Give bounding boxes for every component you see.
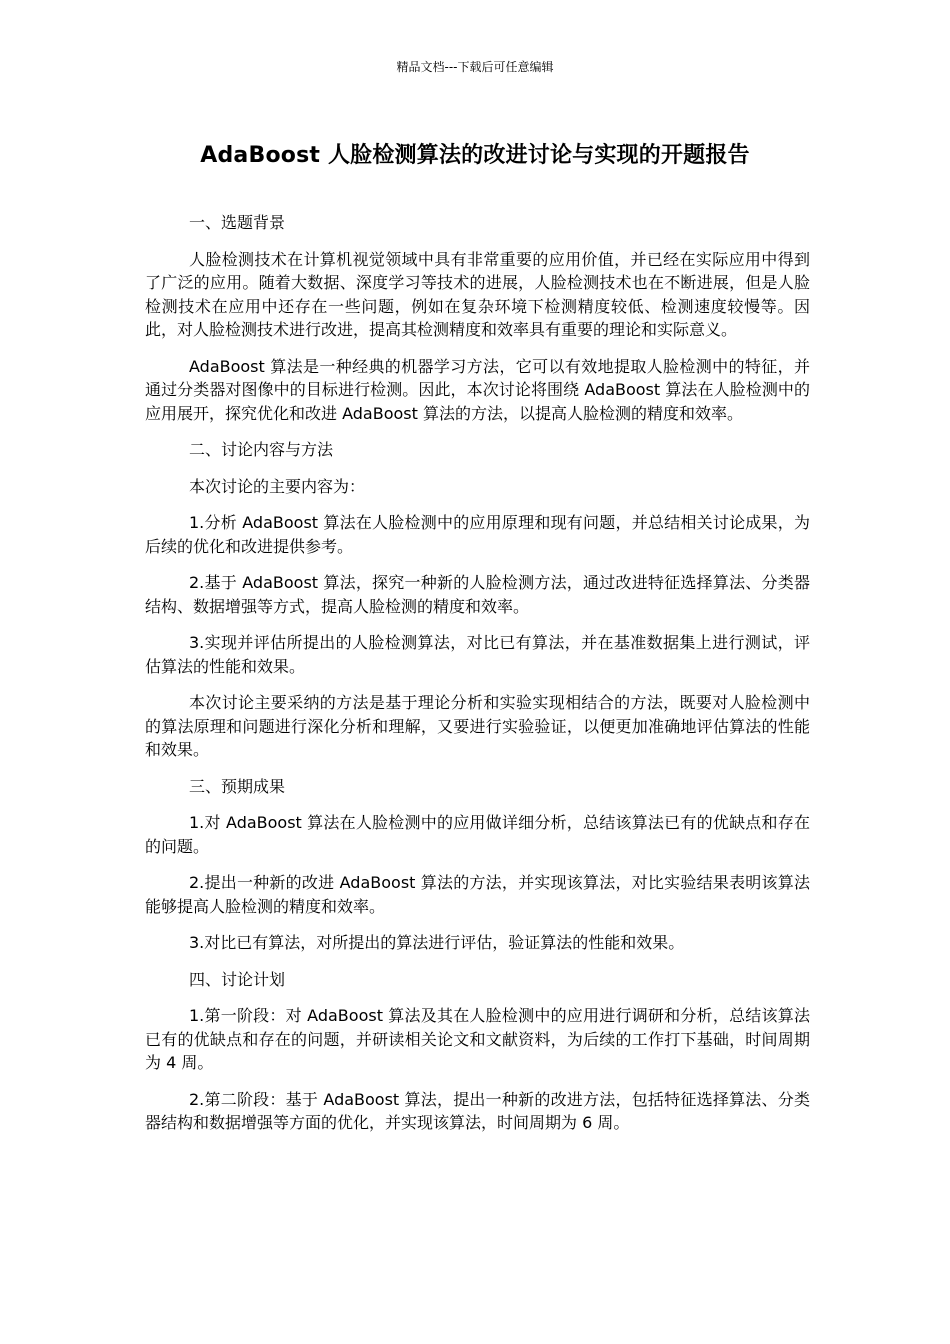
paragraph: 3.对比已有算法，对所提出的算法进行评估，验证算法的性能和效果。: [189, 933, 685, 952]
paragraph: 2.基于 AdaBoost 算法，探究一种新的人脸检测方法，通过改进特征选择算法、分类器结构、数据增强等方式，提高人脸检测的精度和效率。: [145, 573, 810, 616]
paragraph: 3.实现并评估所提出的人脸检测算法，对比已有算法，并在基准数据集上进行测试，评估算法的性能和效果。: [145, 633, 810, 676]
paragraph: 1.第一阶段：对 AdaBoost 算法及其在人脸检测中的应用进行调研和分析，总结该算法已有的优缺点和存在的问题，并研读相关论文和文献资料，为后续的工作打下基础，时间周期为 4 周。: [145, 1006, 810, 1072]
document-body: [145, 211, 810, 1148]
section-heading-content-method: 二、讨论内容与方法: [189, 440, 334, 459]
paragraph: 1.对 AdaBoost 算法在人脸检测中的应用做详细分析，总结该算法已有的优缺点和存在的问题。: [145, 813, 810, 856]
section-heading-plan: 四、讨论计划: [189, 969, 286, 989]
paragraph: 人脸检测技术在计算机视觉领域中具有非常重要的应用价值，并已经在实际应用中得到了广泛的应用。随着大数据、深度学习等技术的进展，人脸检测技术也在不断进展，但是人脸检测技术在应用中还存在一些问题，例如在复杂环境下检测精度较低、检测速度较慢等。因此，对人脸检测技术进行改进，提高其检测精度和效率具有重要的理论和实际意义。: [145, 249, 810, 339]
paragraph: 1.分析 AdaBoost 算法在人脸检测中的应用原理和现有问题，并总结相关讨论成果，为后续的优化和改进提供参考。: [145, 513, 810, 556]
paragraph: 本次讨论的主要内容为：: [189, 476, 366, 496]
paragraph: AdaBoost 算法是一种经典的机器学习方法，它可以有效地提取人脸检测中的特征，并通过分类器对图像中的目标进行检测。因此，本次讨论将围绕 AdaBoost 算法在人脸检测中的应用展开，探究优化和改进 AdaBoost 算法的方法，以提高人脸检测的精度和效率。: [145, 356, 810, 423]
paragraph: 本次讨论主要采纳的方法是基于理论分析和实验实现相结合的方法，既要对人脸检测中的算法原理和问题进行深化分析和理解，又要进行实验验证，以便更加准确地评估算法的性能和效果。: [145, 693, 810, 759]
document-title: AdaBoost 人脸检测算法的改进讨论与实现的开题报告: [200, 143, 750, 168]
section-heading-background: 一、选题背景: [189, 213, 286, 232]
header-note: 精品文档---下载后可任意编辑: [396, 60, 554, 74]
paragraph: 2.提出一种新的改进 AdaBoost 算法的方法，并实现该算法，对比实验结果表明该算法能够提高人脸检测的精度和效率。: [145, 873, 810, 916]
section-heading-expected-results: 三、预期成果: [189, 776, 286, 796]
paragraph: 2.第二阶段：基于 AdaBoost 算法，提出一种新的改进方法，包括特征选择算法、分类器结构和数据增强等方面的优化，并实现该算法，时间周期为 6 周。: [145, 1089, 810, 1132]
